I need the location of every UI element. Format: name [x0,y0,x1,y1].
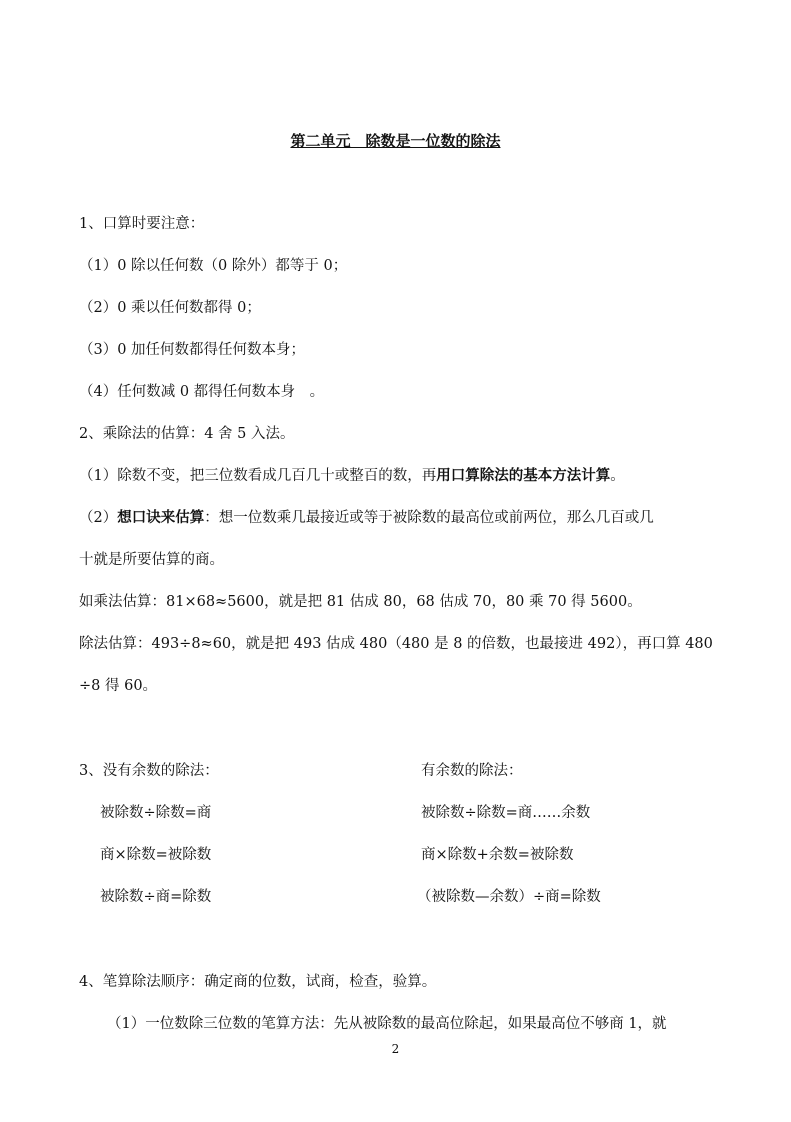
section-1-item-3: （3）0 加任何数都得任何数本身； [79,342,306,358]
section-2-example-2: 除法估算：493÷8≈60，就是把 493 估成 480（480 是 8 的倍数，也最接进 492），再口算 480 [79,636,713,652]
formula-left-3: 被除数÷商=除数 [100,889,212,905]
section-2-paragraph-2-continued: 十就是所要估算的商。 [79,552,224,568]
section-3-heading-left: 3、没有余数的除法： [79,763,219,779]
section-1-item-2: （2）0 乘以任何数都得 0； [79,300,261,316]
section-2-example-1: 如乘法估算：81×68≈5600，就是把 81 估成 80，68 估成 70，80 乘 70 得 5600。 [79,594,642,610]
section-2-p2-bold: 想口诀来估算 [117,510,205,526]
formula-right-3: （被除数—余数）÷商=除数 [417,889,601,905]
formula-right-1: 被除数÷除数=商……余数 [421,805,591,821]
page-number: 2 [391,1042,400,1056]
formula-left-2: 商×除数=被除数 [100,847,212,863]
section-2-p1-bold: 用口算除法的基本方法计算 [436,468,611,484]
formula-left-1: 被除数÷除数=商 [100,805,212,821]
section-1-item-4: （4）任何数减 0 都得任何数本身 。 [79,384,325,400]
section-4-paragraph-1: （1）一位数除三位数的笔算方法：先从被除数的最高位除起，如果最高位不够商 1，就 [107,1016,667,1032]
formula-right-2: 商×除数+余数=被除数 [421,847,574,863]
section-2-paragraph-1 [79,466,625,486]
section-1-heading: 1、口算时要注意： [79,216,205,232]
page-title: 第二单元 除数是一位数的除法 [290,132,501,150]
section-2-heading: 2、乘除法的估算：4 舍 5 入法。 [79,426,295,442]
section-2-paragraph-2 [79,508,654,528]
section-3-heading-right: 有余数的除法： [421,763,523,779]
section-2-p1-suffix: 。 [610,468,625,484]
section-2-p1-prefix: （1）除数不变，把三位数看成几百几十或整百的数，再 [79,468,437,484]
section-2-p2-prefix: （2） [79,510,118,526]
section-4-heading: 4、笔算除法顺序：确定商的位数，试商，检查，验算。 [79,974,437,990]
section-2-p2-rest: ：想一位数乘几最接近或等于被除数的最高位或前两位，那么几百或几 [204,510,654,526]
section-1-item-1: （1）0 除以任何数（0 除外）都等于 0； [79,258,348,274]
section-2-example-2-continued: ÷8 得 60。 [79,678,158,694]
